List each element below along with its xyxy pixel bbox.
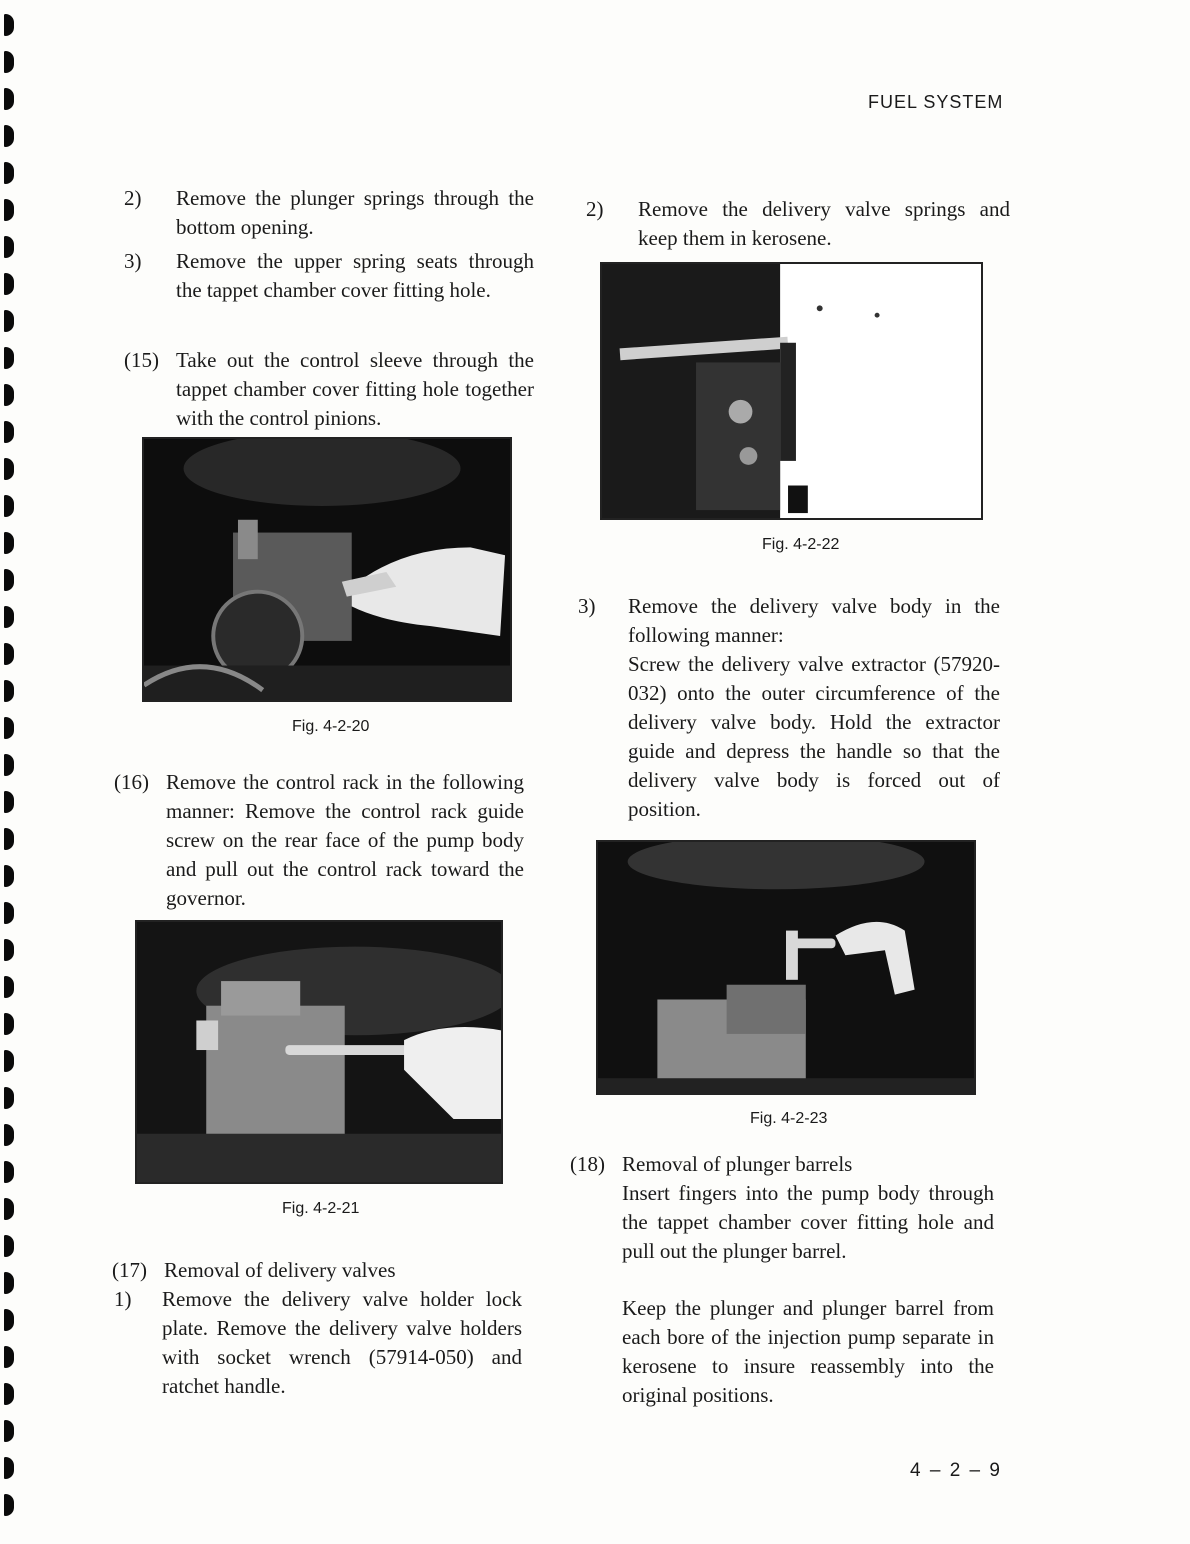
binding-hole <box>4 976 14 998</box>
binding-hole <box>4 865 14 887</box>
binding-hole <box>4 1383 14 1405</box>
step-text: Remove the plunger springs through the bottom opening. <box>176 186 534 239</box>
binding-hole <box>4 1087 14 1109</box>
binding-hole <box>4 606 14 628</box>
binding-hole <box>4 1198 14 1220</box>
binding-hole <box>4 384 14 406</box>
binding-holes <box>0 0 40 1544</box>
binding-hole <box>4 458 14 480</box>
binding-hole <box>4 1124 14 1146</box>
figure-caption: Fig. 4-2-20 <box>292 718 370 735</box>
step-number: (15) <box>124 348 159 372</box>
binding-hole <box>4 902 14 924</box>
figure-4-2-21-photo <box>135 920 503 1184</box>
step-text: Remove the delivery valve springs and keep them in kerosene. <box>638 197 1010 250</box>
binding-hole <box>4 1346 14 1368</box>
binding-hole <box>4 421 14 443</box>
binding-hole <box>4 532 14 554</box>
binding-hole <box>4 347 14 369</box>
figure-caption: Fig. 4-2-22 <box>762 536 840 553</box>
figure-caption: Fig. 4-2-21 <box>282 1200 360 1217</box>
step-number: (17) <box>112 1258 147 1282</box>
binding-hole <box>4 88 14 110</box>
figure-caption: Fig. 4-2-23 <box>750 1110 828 1127</box>
step-text: Remove the delivery valve body in the following manner: <box>628 594 1000 647</box>
step-text: Remove the upper spring seats through the tappet chamber cover fitting hole. <box>176 249 534 302</box>
binding-hole <box>4 162 14 184</box>
binding-hole <box>4 1161 14 1183</box>
step-number: 2) <box>124 186 142 210</box>
binding-hole <box>4 1309 14 1331</box>
binding-hole <box>4 791 14 813</box>
step-number: 1) <box>114 1287 132 1311</box>
step-text: Take out the control sleeve through the tappet chamber cover fitting hole together with the control pinions. <box>176 348 534 430</box>
binding-hole <box>4 14 14 36</box>
figure-4-2-22-photo <box>600 262 983 520</box>
binding-hole <box>4 828 14 850</box>
binding-hole <box>4 1013 14 1035</box>
page-number: 4 – 2 – 9 <box>910 1460 1002 1481</box>
binding-hole <box>4 680 14 702</box>
step-text: Keep the plunger and plunger barrel from each bore of the injection pump separate in kerosene to insure reassembly into the original positions. <box>622 1296 994 1407</box>
step-text: Remove the delivery valve holder lock plate. Remove the delivery valve holders with socket wrench (57914-050) and ratchet handle. <box>162 1287 522 1398</box>
binding-hole <box>4 754 14 776</box>
binding-hole <box>4 273 14 295</box>
binding-hole <box>4 1235 14 1257</box>
binding-hole <box>4 569 14 591</box>
figure-4-2-20-photo <box>142 437 512 702</box>
step-number: (18) <box>570 1152 605 1176</box>
binding-hole <box>4 643 14 665</box>
binding-hole <box>4 1272 14 1294</box>
step-text: Removal of delivery valves <box>164 1258 396 1282</box>
section-header: FUEL SYSTEM <box>868 92 1004 112</box>
step-text: Remove the control rack in the following manner: Remove the control rack guide screw on the rear face of the pump body and pull out the control rack toward the governor. <box>166 770 524 910</box>
binding-hole <box>4 1457 14 1479</box>
binding-hole <box>4 495 14 517</box>
binding-hole <box>4 939 14 961</box>
binding-hole <box>4 310 14 332</box>
figure-4-2-23-photo <box>596 840 976 1095</box>
binding-hole <box>4 125 14 147</box>
step-number: 3) <box>124 249 142 273</box>
step-number: (16) <box>114 770 149 794</box>
step-number: 3) <box>578 594 596 618</box>
step-text: Insert fingers into the pump body through the tappet chamber cover fitting hole and pull out the plunger barrel. <box>622 1181 994 1263</box>
binding-hole <box>4 199 14 221</box>
step-text: Screw the delivery valve extractor (57920-032) onto the outer circumference of the delivery valve body. Hold the extractor guide and depress the handle so that the delivery valve body is forced out of position. <box>628 652 1000 821</box>
binding-hole <box>4 51 14 73</box>
binding-hole <box>4 1494 14 1516</box>
step-number: 2) <box>586 197 604 221</box>
binding-hole <box>4 1050 14 1072</box>
binding-hole <box>4 1420 14 1442</box>
binding-hole <box>4 236 14 258</box>
binding-hole <box>4 717 14 739</box>
step-title: Removal of plunger barrels <box>622 1152 853 1176</box>
